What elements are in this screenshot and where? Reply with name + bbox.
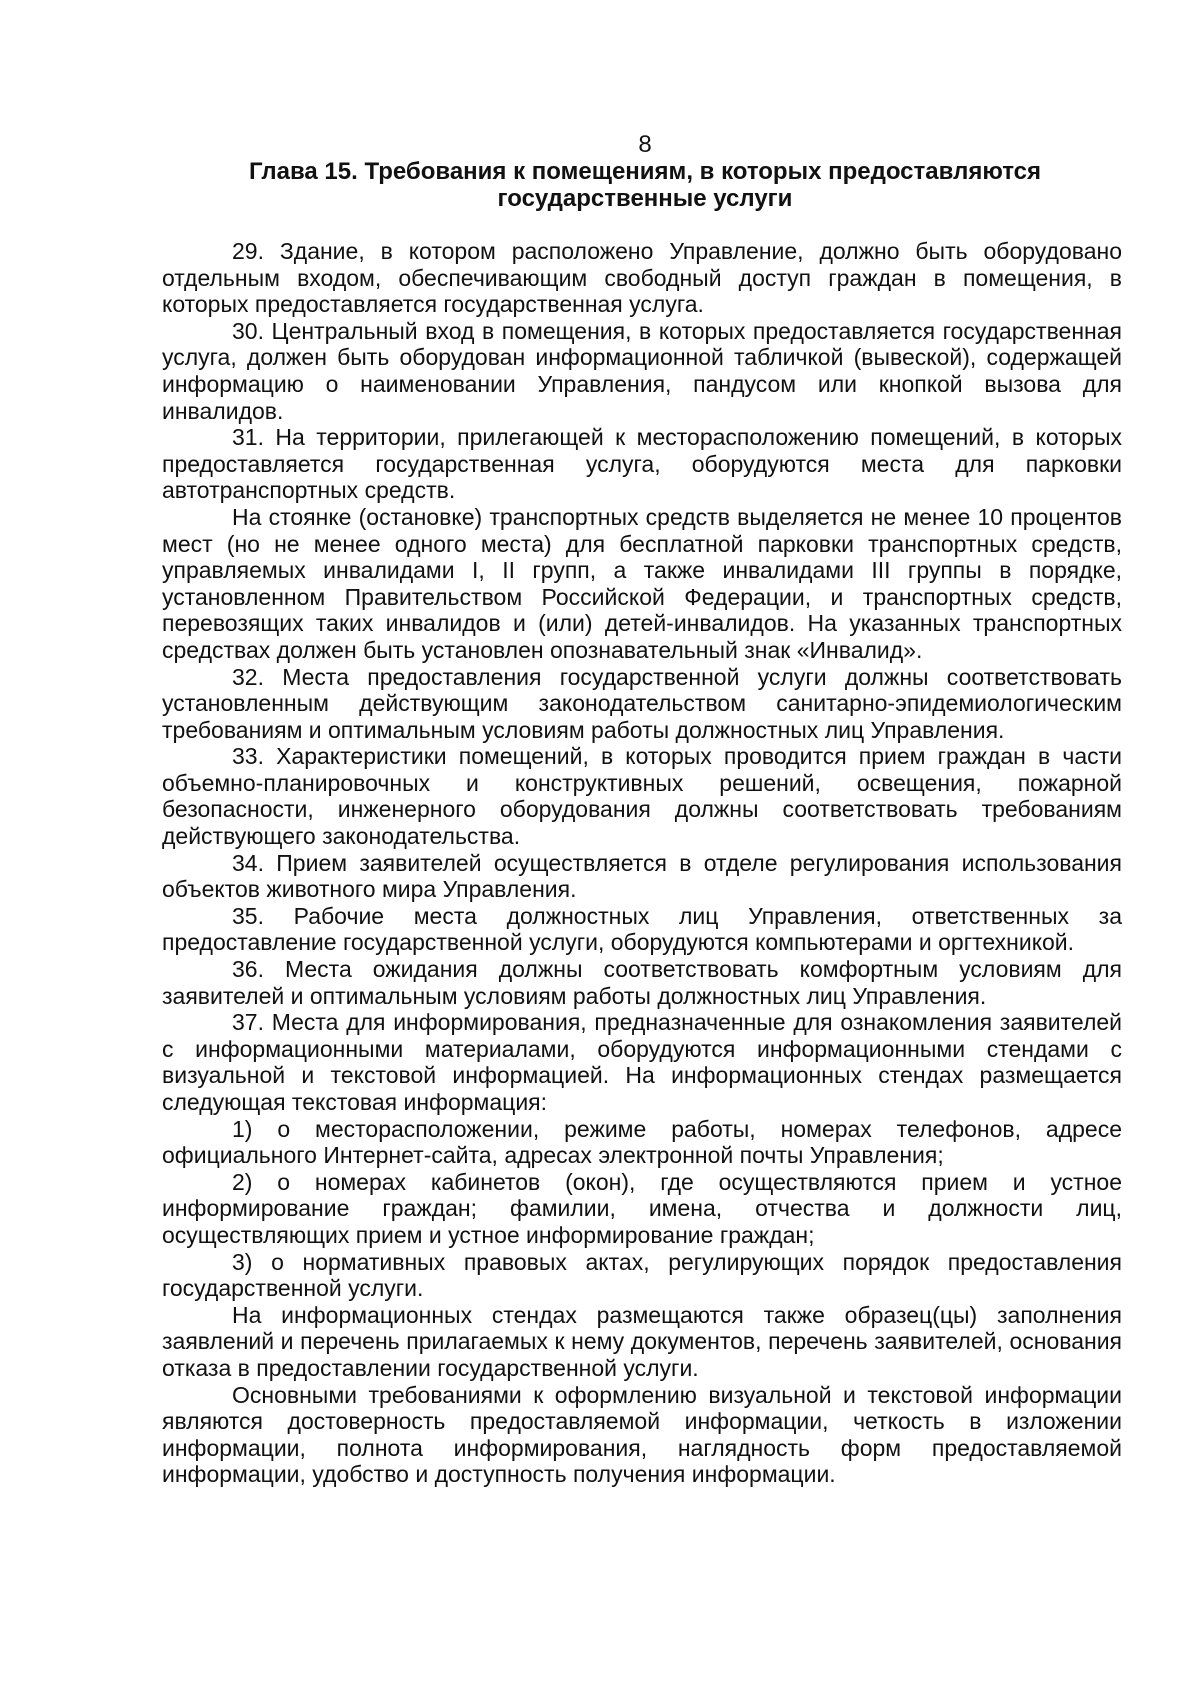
chapter-title: Глава 15. Требования к помещениям, в которых предоставляются государственные услуги (248, 158, 1042, 212)
paragraph: 29. Здание, в котором расположено Управление, должно быть оборудовано отдельным входом, обеспечивающим свободный доступ граждан в помещения, в которых предоставляется государственная услуга. (162, 238, 1122, 318)
paragraph: 35. Рабочие места должностных лиц Управления, ответственных за предоставление государственной услуги, оборудуются компьютерами и оргтехникой. (162, 902, 1122, 956)
list-item: 2) о номерах кабинетов (окон), где осуществляются прием и устное информирование граждан; фамилии, имена, отчества и должности лиц, осуществляющих прием и устное информирование граждан; (162, 1168, 1122, 1248)
body-text (162, 238, 1122, 1488)
paragraph: 31. На территории, прилегающей к месторасположению помещений, в которых предоставляется государственная услуга, оборудуются места для парковки автотранспортных средств. (162, 424, 1122, 504)
list-item: 3) о нормативных правовых актах, регулирующих порядок предоставления государственной услуги. (162, 1248, 1122, 1302)
page-number: 8 (638, 131, 652, 158)
paragraph: 36. Места ожидания должны соответствовать комфортным условиям для заявителей и оптимальным условиям работы должностных лиц Управления. (162, 956, 1122, 1009)
paragraph: На стоянке (остановке) транспортных средств выделяется не менее 10 процентов мест (но не менее одного места) для бесплатной парковки транспортных средств, управляемых инвалидами I, II групп, а также инвалидами III группы в порядке, установленном Правительством Российской Федерации, и транспортных средств, перевозящих таких инвалидов и (или) детей-инвалидов. На указанных транспортных средствах должен быть установлен опознавательный знак «Инвалид». (162, 503, 1122, 663)
paragraph: Основными требованиями к оформлению визуальной и текстовой информации являются достоверность предоставляемой информации, четкость в изложении информации, полнота информирования, наглядность форм предоставляемой информации, удобство и доступность получения информации. (162, 1381, 1122, 1488)
paragraph: На информационных стендах размещаются также образец(цы) заполнения заявлений и перечень прилагаемых к нему документов, перечень заявителей, основания отказа в предоставлении государственной услуги. (162, 1301, 1122, 1381)
paragraph: 32. Места предоставления государственной услуги должны соответствовать установленным действующим законодательством санитарно-эпидемиологическим требованиям и оптимальным условиям работы должностных лиц Управления. (162, 663, 1122, 743)
paragraph: 37. Места для информирования, предназначенные для ознакомления заявителей с информационными материалами, оборудуются информационными стендами с визуальной и текстовой информацией. На информационных стендах размещается следующая текстовая информация: (162, 1009, 1122, 1115)
paragraph: 33. Характеристики помещений, в которых проводится прием граждан в части объемно-планировочных и конструктивных решений, освещения, пожарной безопасности, инженерного оборудования должны соответствовать требованиям действующего законодательства. (162, 743, 1122, 850)
paragraph: 34. Прием заявителей осуществляется в отделе регулирования использования объектов животного мира Управления. (162, 849, 1122, 903)
list-item: 1) о месторасположении, режиме работы, номерах телефонов, адресе официального Интернет-сайта, адресах электронной почты Управления; (162, 1115, 1122, 1169)
paragraph: 30. Центральный вход в помещения, в которых предоставляется государственная услуга, должен быть оборудован информационной табличкой (вывеской), содержащей информацию о наименовании Управления, пандусом или кнопкой вызова для инвалидов. (162, 317, 1122, 424)
